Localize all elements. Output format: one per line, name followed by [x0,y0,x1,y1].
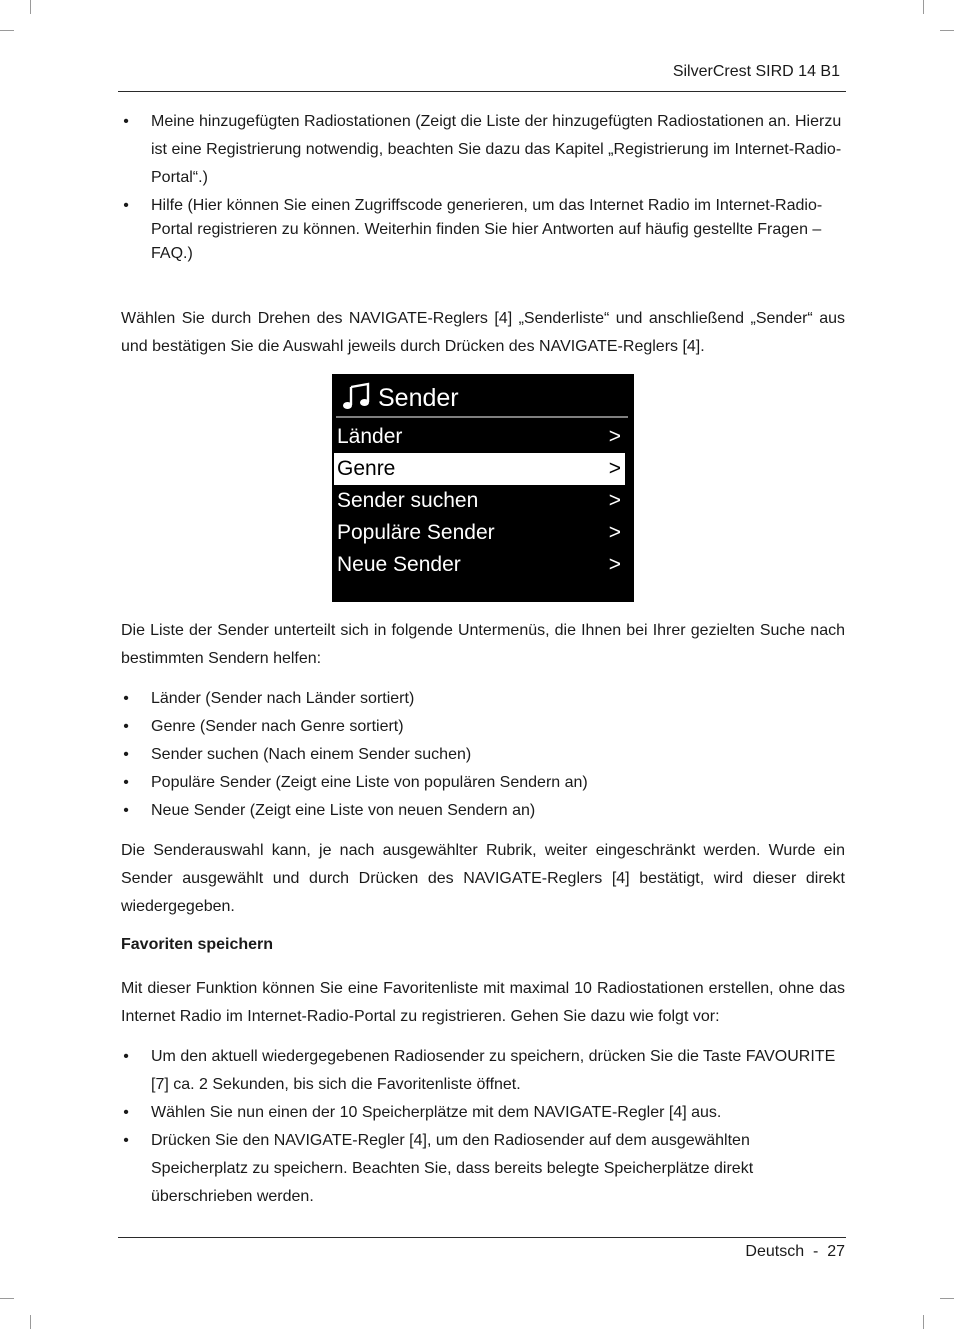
menu-item-label: Sender suchen [337,489,479,512]
bullet-icon: • [123,774,129,791]
crop-mark [940,30,954,31]
list-item [121,1127,845,1211]
menu-item-laender[interactable] [334,421,625,453]
crop-mark [0,1298,14,1299]
list-item [121,1043,845,1099]
bullet-icon: • [123,1132,129,1149]
screen-title [342,380,459,416]
bullet-icon: • [123,718,129,735]
bullet-text: Hilfe (Hier können Sie einen Zugriffscode generieren, um das Internet Radio im Internet-Radio-Portal registrieren zu können. Weiterhin finden Sie hier Antworten auf häufig gestellte Fragen – FAQ.) [151,197,823,262]
menu-item-label: Genre [337,457,396,480]
crop-mark [30,0,31,14]
list-item [121,769,845,797]
bullet-text: Genre (Sender nach Genre sortiert) [151,718,404,735]
bullet-text: Um den aktuell wiedergegebenen Radiosender zu speichern, drücken Sie die Taste FAVOURITE [7] ca. 2 Sekunden, bis sich die Favoritenliste öffnet. [151,1048,836,1093]
chevron-right-icon: > [608,521,621,544]
bullet-text: Meine hinzugefügten Radiostationen (Zeigt die Liste der hinzugefügten Radiostationen an. Hierzu ist eine Registrierung notwendig, beachten Sie dazu das Kapitel „Registrierung im Internet-Radio-Portal“.) [151,113,842,186]
submenu-bullet-list [121,685,845,825]
crop-mark [30,1315,31,1329]
menu-item-label: Länder [337,425,403,448]
bullet-text: Drücken Sie den NAVIGATE-Regler [4], um den Radiosender auf dem ausgewählten Speicherplatz zu speichern. Beachten Sie, dass bereits belegte Speicherplätze direkt überschrieben werden. [151,1132,754,1205]
list-item [121,1099,845,1127]
intro-paragraph: Wählen Sie durch Drehen des NAVIGATE-Reglers [4] „Senderliste“ und anschließend „Sender“ aus und bestätigen Sie die Auswahl jeweils durch Drücken des NAVIGATE-Reglers [4]. [121,310,845,355]
bullet-icon: • [123,1048,129,1065]
section-heading: Favoriten speichern [121,936,274,953]
bullet-text: Sender suchen (Nach einem Sender suchen) [151,746,472,763]
footer-rule [118,1237,846,1238]
page-footer: Deutsch - 27 [745,1243,845,1260]
menu-item-sender-suchen[interactable] [334,485,625,517]
screen-title-label: Sender [378,383,459,412]
bullet-text: Wählen Sie nun einen der 10 Speicherplätze mit dem NAVIGATE-Regler [4] aus. [151,1104,722,1121]
favorites-paragraph: Mit dieser Funktion können Sie eine Favoritenliste mit maximal 10 Radiostationen erstellen, ohne das Internet Radio im Internet-Radio-Portal zu registrieren. Gehen Sie dazu wie folgt vor: [121,980,845,1025]
favorites-steps-list [121,1043,845,1211]
selection-paragraph: Die Senderauswahl kann, je nach ausgewählter Rubrik, weiter eingeschränkt werden. Wurde ein Sender ausgewählt und durch Drücken des NAVIGATE-Reglers [4] bestätigt, wird dieser direkt wiedergegeben. [121,842,845,915]
chevron-right-icon: > [608,489,621,512]
bullet-icon: • [123,113,129,130]
bullet-text: Neue Sender (Zeigt eine Liste von neuen Sendern an) [151,802,536,819]
bullet-text: Populäre Sender (Zeigt eine Liste von populären Sendern an) [151,774,588,791]
list-item [121,108,845,192]
header-rule [118,91,846,92]
page-header-title: SilverCrest SIRD 14 B1 [672,63,840,80]
bullet-icon: • [123,1104,129,1121]
chevron-right-icon: > [608,425,621,448]
crop-mark [940,1298,954,1299]
list-item [121,194,845,266]
menu-item-genre[interactable] [334,453,625,485]
list-item [121,685,845,713]
menu-item-neue-sender[interactable] [334,549,625,581]
list-item [121,797,845,825]
menu-item-populaere-sender[interactable] [334,517,625,549]
radio-display [332,374,634,602]
screen-divider [336,416,628,418]
bullet-icon: • [123,690,129,707]
menu-item-label: Neue Sender [337,553,461,576]
chevron-right-icon: > [608,553,621,576]
bullet-icon: • [123,197,129,214]
chevron-right-icon: > [608,457,621,480]
list-item [121,741,845,769]
crop-mark [923,1315,924,1329]
list-item [121,713,845,741]
bullet-text: Länder (Sender nach Länder sortiert) [151,690,415,707]
crop-mark [0,30,14,31]
crop-mark [923,0,924,14]
bullet-icon: • [123,802,129,819]
top-bullet-list [121,108,845,266]
bullet-icon: • [123,746,129,763]
music-note-icon [342,382,370,415]
list-intro-paragraph: Die Liste der Sender unterteilt sich in folgende Untermenüs, die Ihnen bei Ihrer gezielten Suche nach bestimmten Sendern helfen: [121,622,845,667]
menu-item-label: Populäre Sender [337,521,495,544]
